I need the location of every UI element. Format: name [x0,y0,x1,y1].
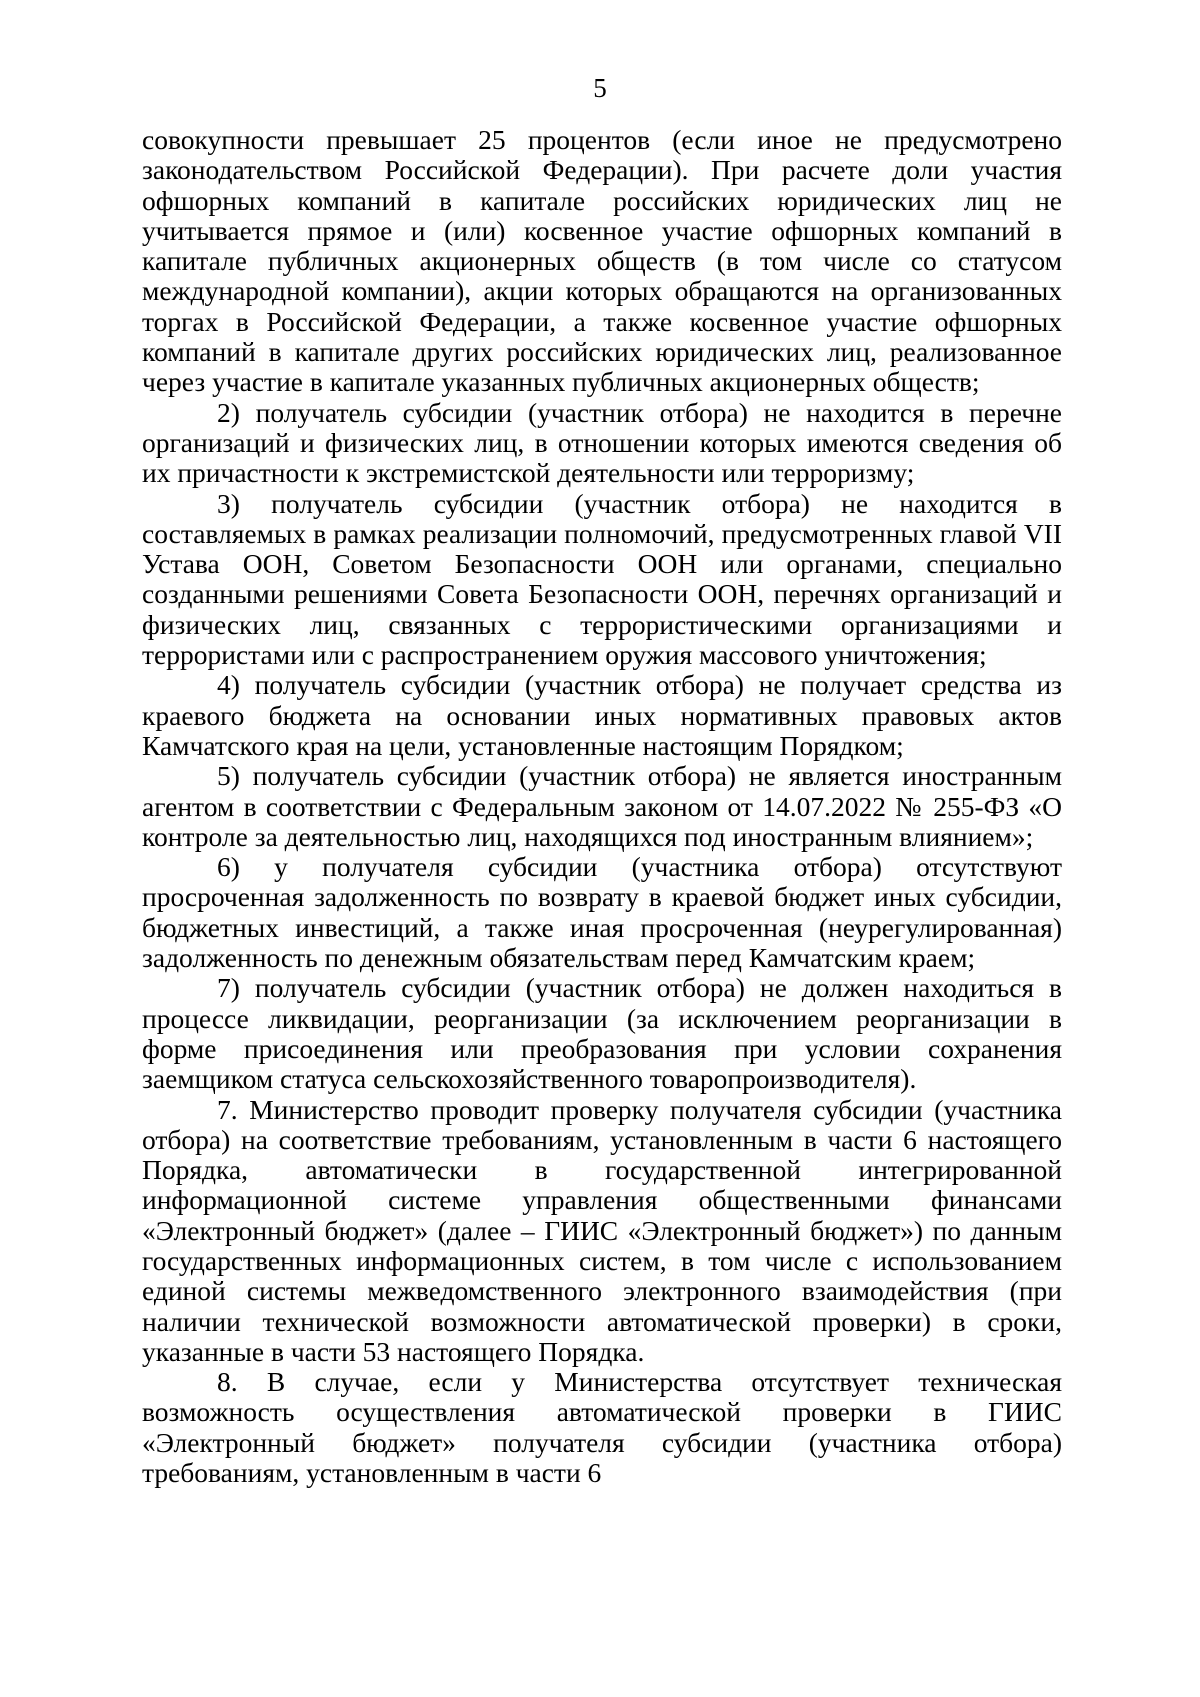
paragraph-section-7: 7. Министерство проводит проверку получателя субсидии (участника отбора) на соответствие требованиям, установленным в части 6 настоящего Порядка, автоматически в государственной интегрированной информационной системе управления общественными финансами «Электронный бюджет» (далее – ГИИС «Электронный бюджет») по данным государственных информационных систем, в том числе с использованием единой системы межведомственного электронного взаимодействия (при наличии технической возможности автоматической проверки) в сроки, указанные в части 53 настоящего Порядка. [142,1093,1062,1367]
paragraph-intro: совокупности превышает 25 процентов (если иное не предусмотрено законодательством Российской Федерации). При расчете доли участия офшорных компаний в капитале российских юридических лиц не учитывается прямое и (или) косвенное участие офшорных компаний в капитале публичных акционерных обществ (в том числе со статусом международной компании), акции которых обращаются на организованных торгах в Российской Федерации, а также косвенное участие офшорных компаний в капитале других российских юридических лиц, реализованное через участие в капитале указанных публичных акционерных обществ; [142,124,1062,398]
paragraph-item-7: 7) получатель субсидии (участник отбора) не должен находиться в процессе ликвидации, реорганизации (за исключением реорганизации в форме присоединения или преобразования при условии сохранения заемщиком статуса сельскохозяйственного товаропроизводителя). [142,972,1062,1095]
paragraph-item-4: 4) получатель субсидии (участник отбора) не получает средства из краевого бюджета на основании иных нормативных правовых актов Камчатского края на цели, установленные настоящим Порядком; [142,669,1062,761]
paragraph-item-6: 6) у получателя субсидии (участника отбора) отсутствуют просроченная задолженность по возврату в краевой бюджет иных субсидии, бюджетных инвестиций, а также иная просроченная (неурегулированная) задолженность по денежным обязательствам перед Камчатским краем; [142,851,1062,974]
paragraph-item-5: 5) получатель субсидии (участник отбора) не является иностранным агентом в соответствии с Федеральным законом от 14.07.2022 № 255-ФЗ «О контроле за деятельностью лиц, находящихся под иностранным влиянием»; [142,760,1062,852]
document-body [142,125,1062,1488]
page-number: 5 [593,73,607,103]
paragraph-item-2: 2) получатель субсидии (участник отбора) не находится в перечне организаций и физических лиц, в отношении которых имеются сведения об их причастности к экстремистской деятельности или терроризму; [142,396,1062,489]
paragraph-item-3: 3) получатель субсидии (участник отбора) не находится в составляемых в рамках реализации полномочий, предусмотренных главой VII Устава ООН, Советом Безопасности ООН или органами, специально созданными решениями Совета Безопасности ООН, перечнях организаций и физических лиц, связанных с террористическими организациями и террористами или с распространением оружия массового уничтожения; [142,487,1062,671]
paragraph-section-8: 8. В случае, если у Министерства отсутствует техническая возможность осуществления автоматической проверки в ГИИС «Электронный бюджет» получателя субсидии (участника отбора) требованиям, установленным в части 6 [142,1366,1062,1489]
